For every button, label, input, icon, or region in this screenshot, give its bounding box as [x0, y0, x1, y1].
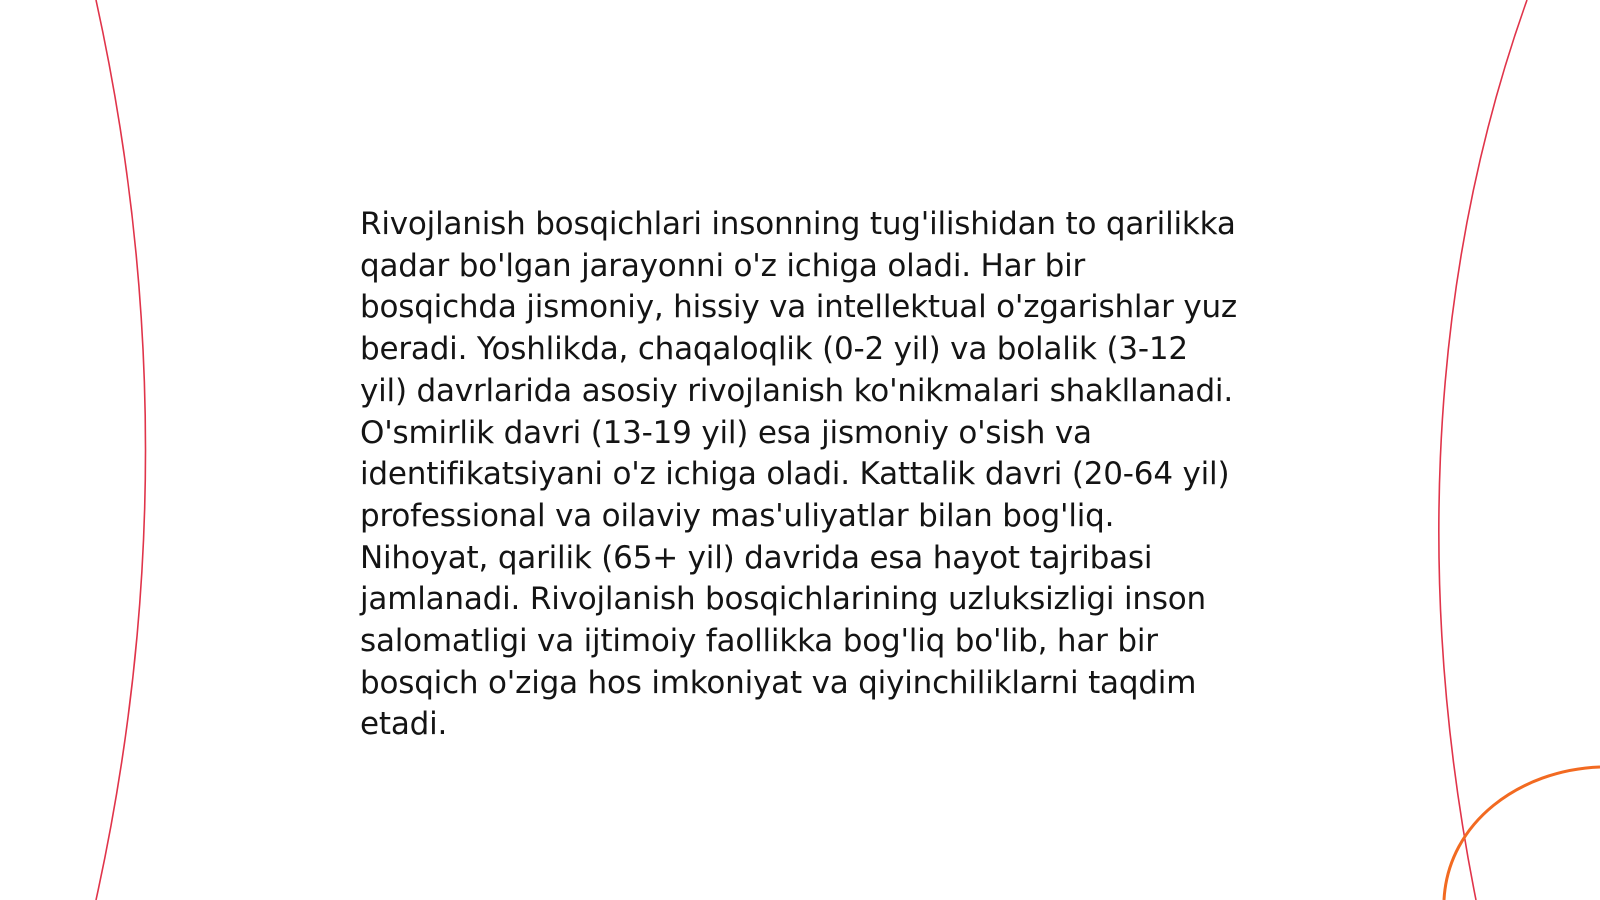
bottom-right-orange-circle — [1444, 767, 1600, 900]
right-arc — [1439, 0, 1527, 900]
slide-body-paragraph: Rivojlanish bosqichlari insonning tug'ilishidan to qarilikka qadar bo'lgan jarayonni o'z ichiga oladi. Har bir bosqichda jismoniy, hissiy va intellektual o'zgarishlar yuz beradi. Yoshlikda, chaqaloqlik (0-2 yil) va bolalik (3-12 yil) davrlarida asosiy rivojlanish ko'nikmalari shakllanadi. O'smirlik davri (13-19 yil) esa jismoniy o'sish va identifikatsiyani o'z ichiga oladi. Kattalik davri (20-64 yil) professional va oilaviy mas'uliyatlar bilan bog'liq. Nihoyat, qarilik (65+ yil) davrida esa hayot tajribasi jamlanadi. Rivojlanish bosqichlarining uzluksizligi inson salomatligi va ijtimoiy faollikka bog'liq bo'lib, har bir bosqich o'ziga hos imkoniyat va qiyinchiliklarni taqdim etadi. — [360, 206, 1237, 743]
left-arc — [96, 0, 146, 900]
